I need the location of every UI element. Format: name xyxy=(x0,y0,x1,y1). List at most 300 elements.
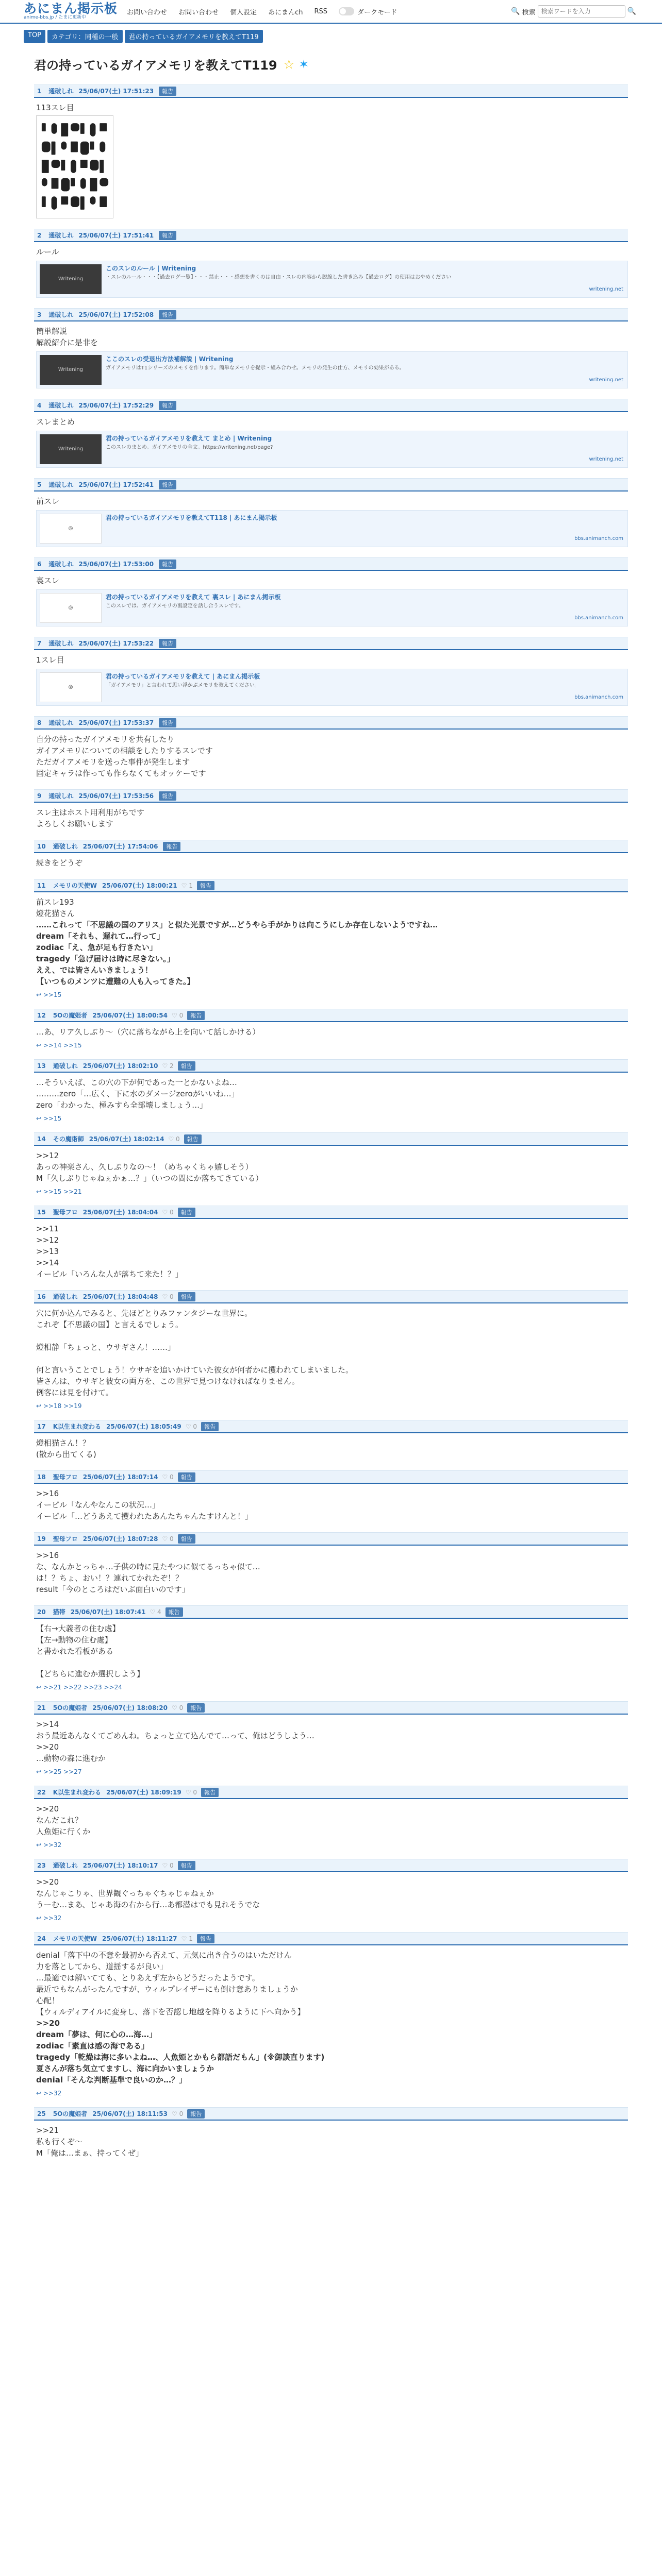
post-date: 25/06/07(土) 17:53:00 xyxy=(78,561,154,568)
post-body xyxy=(34,1073,628,1111)
heart-icon: ♡ xyxy=(162,1208,170,1216)
post-author: 通破しれ xyxy=(48,719,74,726)
report-button[interactable]: 報告 xyxy=(178,1534,195,1544)
post-line: ……これって「不思議の国のアリス」と似た光景ですが…どうやら手がかりは向こうにしか存在しないようですね… xyxy=(36,920,438,929)
thread-main xyxy=(34,55,628,2159)
like-count: 0 xyxy=(170,1473,174,1481)
post-number[interactable]: 17 xyxy=(37,1422,46,1430)
post-list xyxy=(34,84,628,2159)
twitter-icon[interactable]: ✶ xyxy=(299,57,309,72)
site-logo-subtitle: anime-bbs.jp / たまに更新中 xyxy=(24,15,87,20)
reply-icon[interactable]: ↩ xyxy=(36,1402,43,1410)
post xyxy=(34,557,628,626)
search-icon: 🔍 xyxy=(511,7,520,15)
link-card-source: writening.net xyxy=(589,377,623,383)
post-author: 通破しれ xyxy=(48,640,74,647)
post-text: >>12 あっの神楽さん、久しぶりなの〜！（めちゃくちゃ嬉しそう） M「久しぶりじゃねぇかぁ…？」（いつの間にか落ちてきている） xyxy=(36,1151,263,1183)
toggle-switch[interactable] xyxy=(339,7,354,15)
post-body xyxy=(34,853,628,869)
thread-title-bar xyxy=(34,55,628,73)
nav-contact[interactable]: お問い合わせ xyxy=(127,8,168,16)
post-header xyxy=(34,1470,628,1484)
like-button[interactable] xyxy=(186,1423,197,1430)
post-date: 25/06/07(土) 17:53:56 xyxy=(78,792,154,800)
post-header xyxy=(34,1290,628,1303)
reply-anchors[interactable]: >>15 xyxy=(43,1115,62,1122)
post-header xyxy=(34,716,628,730)
like-count: 1 xyxy=(189,882,193,889)
post-author: その魔術師 xyxy=(53,1136,84,1143)
report-button[interactable]: 報告 xyxy=(201,1788,219,1797)
post-body xyxy=(34,2121,628,2159)
post-author: K以生まれ変わる xyxy=(53,1423,102,1430)
reply-anchors[interactable]: >>15 xyxy=(43,991,62,998)
post-number[interactable]: 21 xyxy=(37,1704,46,1711)
like-count: 2 xyxy=(170,1062,174,1070)
heart-icon: ♡ xyxy=(181,882,189,889)
post-date: 25/06/07(土) 17:51:41 xyxy=(78,232,154,239)
like-button[interactable] xyxy=(181,1935,193,1942)
post-author: 通破しれ xyxy=(48,232,74,239)
report-button[interactable]: 報告 xyxy=(187,1703,205,1713)
post-line: 夏さんが落ち気立てますし、海に向かいましょうか xyxy=(36,2064,214,2073)
like-button[interactable] xyxy=(186,1789,197,1796)
post-date: 25/06/07(土) 18:07:28 xyxy=(82,1535,158,1543)
post-body xyxy=(34,1303,628,1398)
post-line: zodiac「え、急が足も行きたい」 xyxy=(36,943,157,952)
reply-anchors[interactable]: >>25 >>27 xyxy=(43,1768,82,1775)
post-header xyxy=(34,1932,628,1945)
link-card-info xyxy=(106,593,624,610)
heart-icon: ♡ xyxy=(185,1422,193,1430)
post-footer xyxy=(34,1038,628,1049)
link-card-title[interactable]: 君の持っているガイアメモリを教えてT118 | あにまん掲示板 xyxy=(106,514,277,521)
link-card[interactable] xyxy=(36,669,628,706)
post-author: メモリの天使W xyxy=(53,882,97,889)
post-number[interactable]: 9 xyxy=(37,792,42,800)
post-number[interactable]: 6 xyxy=(37,560,42,568)
post-body xyxy=(34,1945,628,2086)
post-author: 通破しれ xyxy=(48,311,74,318)
post-text: 【右→大義者の住む處】 【左→動物の住む處】 と書かれた看板がある 【どちらに進むか選択しよう】 xyxy=(36,1624,145,1679)
post-header xyxy=(34,557,628,571)
post-date: 25/06/07(土) 18:04:48 xyxy=(82,1293,158,1300)
reply-icon[interactable]: ↩ xyxy=(36,991,43,998)
post-line: tragedy「急げ届けは時に尽きない。」 xyxy=(36,954,175,963)
nav-contact-2[interactable]: お問い合わせ xyxy=(178,8,219,16)
post-text: >>11 >>12 >>13 >>14 イーピル「いろんな人が落ちて来た！？」 xyxy=(36,1224,183,1279)
post-number[interactable]: 24 xyxy=(37,1935,46,1942)
post-author: K以生まれ変わる xyxy=(53,1789,102,1796)
post-text: 続きをどうぞ xyxy=(36,858,83,868)
like-button[interactable] xyxy=(168,1136,179,1143)
like-button[interactable] xyxy=(162,1062,173,1070)
post-line: dream「夢は、何に心の…海…」 xyxy=(36,2030,157,2039)
post xyxy=(34,1420,628,1460)
heart-icon: ♡ xyxy=(171,1011,179,1019)
post-header xyxy=(34,1206,628,1219)
report-button[interactable]: 報告 xyxy=(166,1607,183,1617)
post-body xyxy=(34,1872,628,1910)
report-button[interactable]: 報告 xyxy=(159,560,176,569)
post-line: 【いつものメンツに遭難の人も入ってきた。】 xyxy=(36,977,195,986)
post-body xyxy=(34,1146,628,1184)
post-author: 5Oの魔姫者 xyxy=(53,1012,88,1019)
post-header xyxy=(34,1605,628,1619)
post-header xyxy=(34,840,628,853)
link-card-description: このスレでは、ガイアメモリの裏設定を話し合うスレです。 xyxy=(106,603,244,609)
post xyxy=(34,716,628,779)
heart-icon: ♡ xyxy=(162,1062,170,1070)
link-card[interactable] xyxy=(36,351,628,388)
post-header xyxy=(34,308,628,321)
link-card-source: bbs.animanch.com xyxy=(574,694,623,700)
report-button[interactable]: 報告 xyxy=(187,2109,205,2119)
post-number[interactable]: 11 xyxy=(37,882,46,889)
reply-anchors[interactable]: >>14 >>15 xyxy=(43,1042,82,1049)
search-input[interactable] xyxy=(538,5,625,18)
post-body xyxy=(34,892,628,987)
report-button[interactable]: 報告 xyxy=(201,1422,219,1431)
reply-anchors[interactable]: >>32 xyxy=(43,1914,62,1922)
reply-anchors[interactable]: >>21 >>22 >>23 >>24 xyxy=(43,1684,122,1691)
post-footer xyxy=(34,1764,628,1775)
breadcrumb-category[interactable]: カテゴリ：同種の一般 xyxy=(47,30,122,43)
post-line: dream「それも、遅れて…行って」 xyxy=(36,931,165,941)
report-button[interactable]: 報告 xyxy=(159,87,176,96)
link-card-source: writening.net xyxy=(589,286,623,292)
star-icon[interactable]: ☆ xyxy=(283,57,295,72)
post-body xyxy=(34,242,628,298)
post-line: ええ、では皆さんいきましょう！ xyxy=(36,965,153,975)
post-date: 25/06/07(土) 18:08:20 xyxy=(92,1704,168,1711)
post-body xyxy=(34,1219,628,1280)
reply-anchors[interactable]: >>15 >>21 xyxy=(43,1188,82,1195)
post-date: 25/06/07(土) 17:52:08 xyxy=(78,311,154,318)
heart-icon: ♡ xyxy=(162,1293,170,1300)
heart-icon: ♡ xyxy=(162,1861,170,1869)
post-date: 25/06/07(土) 18:04:04 xyxy=(82,1209,158,1216)
report-button[interactable]: 報告 xyxy=(178,1208,195,1217)
post xyxy=(34,1701,628,1775)
report-button[interactable]: 報告 xyxy=(159,718,176,727)
post xyxy=(34,1605,628,1691)
reply-anchors[interactable]: >>32 xyxy=(43,1841,62,1849)
post-header xyxy=(34,879,628,892)
reply-icon[interactable]: ↩ xyxy=(36,1188,43,1195)
post-header xyxy=(34,1786,628,1799)
post-body xyxy=(34,650,628,706)
post xyxy=(34,1009,628,1049)
post xyxy=(34,478,628,547)
heart-icon: ♡ xyxy=(162,1535,170,1543)
post-number[interactable]: 19 xyxy=(37,1535,46,1543)
reply-icon[interactable]: ↩ xyxy=(36,1914,43,1922)
link-card-thumbnail: ◎ xyxy=(40,593,102,623)
post-number[interactable]: 10 xyxy=(37,842,46,850)
post xyxy=(34,1132,628,1195)
post-date: 25/06/07(土) 18:09:19 xyxy=(106,1789,181,1796)
reply-icon[interactable]: ↩ xyxy=(36,1841,43,1849)
link-card-thumbnail: ◎ xyxy=(40,672,102,702)
link-card[interactable] xyxy=(36,589,628,626)
link-card-info xyxy=(106,514,624,523)
post-header xyxy=(34,229,628,242)
post-number[interactable]: 13 xyxy=(37,1062,46,1070)
post-header xyxy=(34,1009,628,1022)
post-footer xyxy=(34,1111,628,1122)
like-button[interactable] xyxy=(172,1704,183,1711)
reply-icon[interactable]: ↩ xyxy=(36,1115,43,1122)
post-author: 5Oの魔姫者 xyxy=(53,1704,88,1711)
post-author: 通破しれ xyxy=(48,481,74,488)
post xyxy=(34,229,628,298)
like-count: 0 xyxy=(170,1535,174,1543)
post-header xyxy=(34,1701,628,1715)
post-date: 25/06/07(土) 17:52:41 xyxy=(78,481,154,488)
heart-icon: ♡ xyxy=(181,1935,189,1942)
post xyxy=(34,1290,628,1410)
site-logo-title[interactable]: あにまん掲示板 xyxy=(24,1,118,16)
report-button[interactable]: 報告 xyxy=(159,480,176,489)
post-text: 穴に何か込んでみると、先ほどとりみファンタジーな世界に。 これぞ【不思議の国】と言えるでしょう。 燈相静「ちょっと、ウサギさん！……」 何と言いうことでしょう！ウサギを追いかけていた彼女が何者かに攫われてしまいました。 皆さんは、ウサギと彼女の両方を、この世界で見つけなければなりません。 例客には見を付けて。 xyxy=(36,1309,354,1397)
post-header xyxy=(34,789,628,803)
post-text: 前スレ xyxy=(36,497,60,506)
link-card-description: 「ガイアメモリ」と言われて思い浮かぶメモリを教えてください。 xyxy=(106,683,260,688)
post-text: 裏スレ xyxy=(36,576,60,585)
post-author: 通破しれ xyxy=(53,1862,78,1869)
post xyxy=(34,879,628,998)
like-button[interactable] xyxy=(162,1293,173,1300)
reply-icon[interactable]: ↩ xyxy=(36,2090,43,2097)
breadcrumb xyxy=(24,30,638,43)
post-text: >>20 なんだこれ？ 人魚姫に行くか xyxy=(36,1804,91,1836)
post-text: >>20 なんじゃこりゃ、世界観ぐっちゃぐちゃじゃねぇか うーむ…まあ、じゃあ海の右から行…あ都潜はでも見れそうでな xyxy=(36,1877,260,1909)
post-footer xyxy=(34,1184,628,1195)
report-button[interactable]: 報告 xyxy=(197,1934,214,1943)
post xyxy=(34,2107,628,2159)
post-number[interactable]: 23 xyxy=(37,1861,46,1869)
like-button[interactable] xyxy=(162,1535,173,1543)
page-title: 君の持っているガイアメモリを教えてT119 xyxy=(34,58,277,73)
heart-icon: ♡ xyxy=(171,1704,179,1711)
post-footer xyxy=(34,987,628,998)
post-footer xyxy=(34,1910,628,1922)
nav-rss[interactable]: RSS xyxy=(314,7,327,15)
like-count: 4 xyxy=(157,1608,161,1616)
link-card-description: このスレのまとめ。ガイアメモリの全文。https://writening.net/page? xyxy=(106,445,273,450)
post-author: メモリの天使W xyxy=(53,1935,97,1942)
post-line: zodiac「素直は感の海である」 xyxy=(36,2041,149,2050)
report-button[interactable]: 報告 xyxy=(178,1472,195,1482)
reply-anchors[interactable]: >>32 xyxy=(43,2090,62,2097)
post-body xyxy=(34,1715,628,1764)
post-text: 前スレ193 燈花猫さん xyxy=(36,897,75,918)
report-button[interactable]: 報告 xyxy=(197,881,214,890)
like-button[interactable] xyxy=(162,1862,173,1869)
like-button[interactable] xyxy=(172,2110,183,2117)
post-number[interactable]: 18 xyxy=(37,1473,46,1481)
link-card-thumbnail: Writening xyxy=(40,434,102,464)
site-logo[interactable] xyxy=(24,2,118,21)
breadcrumb-top[interactable]: TOP xyxy=(24,30,45,43)
post-text: 燈相猫さん！？ (散から出てくる) xyxy=(36,1438,96,1459)
like-button[interactable] xyxy=(181,882,193,889)
post-number[interactable]: 1 xyxy=(37,87,42,95)
post-number[interactable]: 3 xyxy=(37,311,42,318)
post-number[interactable]: 22 xyxy=(37,1788,46,1796)
post-number[interactable]: 5 xyxy=(37,481,42,488)
like-count: 0 xyxy=(193,1788,197,1796)
report-button[interactable]: 報告 xyxy=(178,1061,195,1071)
like-count: 0 xyxy=(179,2110,184,2117)
post xyxy=(34,789,628,829)
report-button[interactable]: 報告 xyxy=(159,639,176,648)
post-line: denial「そんな判断基準で良いのか…？」 xyxy=(36,2075,187,2084)
link-card[interactable] xyxy=(36,431,628,468)
post-body xyxy=(34,492,628,547)
post-author: 通破しれ xyxy=(53,843,78,850)
post-number[interactable]: 14 xyxy=(37,1135,46,1143)
post-author: 聖母フロ xyxy=(53,1535,78,1543)
link-card-source: bbs.animanch.com xyxy=(574,615,623,621)
link-card-thumbnail: ◎ xyxy=(40,514,102,544)
post-header xyxy=(34,1059,628,1073)
dark-mode-toggle[interactable] xyxy=(339,7,397,16)
like-count: 0 xyxy=(170,1861,174,1869)
post-body xyxy=(34,412,628,468)
link-card-title[interactable]: 君の持っているガイアメモリを教えて まとめ | Writening xyxy=(106,435,272,442)
post-date: 25/06/07(土) 17:51:23 xyxy=(78,88,154,95)
post-date: 25/06/07(土) 18:11:53 xyxy=(92,2110,168,2117)
post-footer xyxy=(34,1680,628,1691)
post-author: 聖母フロ xyxy=(53,1209,78,1216)
post xyxy=(34,84,628,218)
post-number[interactable]: 15 xyxy=(37,1208,46,1216)
post-body xyxy=(34,730,628,779)
post-body xyxy=(34,321,628,388)
dark-mode-label: ダークモード xyxy=(357,8,398,16)
like-button[interactable] xyxy=(172,1012,183,1019)
link-card-title[interactable]: 君の持っているガイアメモリを教えて | あにまん掲示板 xyxy=(106,673,260,680)
link-card-thumbnail: Writening xyxy=(40,355,102,385)
post-header xyxy=(34,1132,628,1146)
reply-icon[interactable]: ↩ xyxy=(36,1768,43,1775)
post-date: 25/06/07(土) 18:02:10 xyxy=(82,1062,158,1070)
post xyxy=(34,1859,628,1922)
post-number[interactable]: 12 xyxy=(37,1011,46,1019)
like-button[interactable] xyxy=(150,1608,161,1616)
post-header xyxy=(34,2107,628,2121)
post-header xyxy=(34,84,628,98)
post-number[interactable]: 16 xyxy=(37,1293,46,1300)
post-date: 25/06/07(土) 17:53:37 xyxy=(78,719,154,726)
post-date: 25/06/07(土) 18:00:21 xyxy=(102,882,177,889)
search-area xyxy=(511,5,638,18)
report-button[interactable]: 報告 xyxy=(159,310,176,319)
post xyxy=(34,1932,628,2097)
link-card-title[interactable]: ここのスレの受退出方法補解説 | Writening xyxy=(106,355,234,363)
post xyxy=(34,1532,628,1595)
post-footer xyxy=(34,1398,628,1410)
report-button[interactable]: 報告 xyxy=(159,791,176,801)
report-button[interactable]: 報告 xyxy=(178,1292,195,1301)
nav-animanch[interactable]: あにまんch xyxy=(268,8,303,16)
like-button[interactable] xyxy=(162,1209,173,1216)
post-number[interactable]: 20 xyxy=(37,1608,46,1616)
post-number[interactable]: 4 xyxy=(37,401,42,409)
post-author: 猫帯 xyxy=(53,1608,65,1616)
link-card[interactable] xyxy=(36,261,628,298)
post-text: スレまとめ xyxy=(36,417,75,427)
report-button[interactable]: 報告 xyxy=(187,1011,205,1020)
post-body xyxy=(34,1799,628,1837)
report-button[interactable]: 報告 xyxy=(159,401,176,410)
report-button[interactable]: 報告 xyxy=(163,842,180,851)
search-submit-icon[interactable]: 🔍 xyxy=(627,7,636,15)
link-card-thumbnail: Writening xyxy=(40,264,102,294)
reply-anchors[interactable]: >>18 >>19 xyxy=(43,1402,82,1410)
link-card[interactable] xyxy=(36,510,628,547)
post-number[interactable]: 7 xyxy=(37,639,42,647)
post-body xyxy=(34,803,628,829)
post-number[interactable]: 25 xyxy=(37,2110,46,2117)
link-card-source: bbs.animanch.com xyxy=(574,536,623,541)
post-body xyxy=(34,1022,628,1038)
link-card-info xyxy=(106,355,624,372)
post-date: 25/06/07(土) 17:52:29 xyxy=(78,402,154,409)
like-count: 0 xyxy=(170,1208,174,1216)
post-number[interactable]: 8 xyxy=(37,719,42,726)
post-header xyxy=(34,399,628,412)
link-card-info xyxy=(106,264,624,281)
link-card-source: writening.net xyxy=(589,456,623,462)
link-card-title[interactable]: このスレのルール | Writening xyxy=(106,265,196,272)
post-author: 通破しれ xyxy=(48,88,74,95)
reply-icon[interactable]: ↩ xyxy=(36,1684,43,1691)
nav-settings[interactable]: 個人設定 xyxy=(230,8,257,16)
post-number[interactable]: 2 xyxy=(37,231,42,239)
like-count: 1 xyxy=(189,1935,193,1942)
post-body xyxy=(34,571,628,626)
post-header xyxy=(34,478,628,492)
link-card-title[interactable]: 君の持っているガイアメモリを教えて 裏スレ | あにまん掲示板 xyxy=(106,594,281,601)
heart-icon: ♡ xyxy=(185,1788,193,1796)
link-card-info xyxy=(106,434,624,451)
post-text: >>16 な、なんかとっちゃ…子供の時に見たやつに似てるっちゃ似て… は！？ちょ、おい！？連れてかれたぞ！？ result「今のところはだいぶ面白いのです」 xyxy=(36,1551,260,1594)
post-text: 1スレ目 xyxy=(36,655,64,665)
like-count: 0 xyxy=(179,1011,184,1019)
post-text: 113スレ目 xyxy=(36,103,74,112)
post-text: >>16 イーピル「なんやなんこの状況…」 イーピル「…どうあえて攫われたあんたちゃんたすけんと！」 xyxy=(36,1489,253,1521)
reply-icon[interactable]: ↩ xyxy=(36,1042,43,1049)
heart-icon: ♡ xyxy=(171,2110,179,2117)
report-button[interactable]: 報告 xyxy=(159,231,176,240)
report-button[interactable]: 報告 xyxy=(178,1861,195,1870)
breadcrumb-thread[interactable]: 君の持っているガイアメモリを教えてT119 xyxy=(125,30,263,43)
report-button[interactable]: 報告 xyxy=(184,1134,202,1144)
link-card-description: ・スレのルール・・・【過去ログ一覧】・・・禁止・・・感想を書くのは自由・スレの内容から脱線した書き込み【過去ログ】の使用はおやめください xyxy=(106,275,452,280)
post-date: 25/06/07(土) 18:00:54 xyxy=(92,1012,168,1019)
post-body xyxy=(34,1433,628,1460)
like-count: 0 xyxy=(176,1135,180,1143)
post-body xyxy=(34,98,628,218)
post-date: 25/06/07(土) 18:02:14 xyxy=(89,1136,164,1143)
post-date: 25/06/07(土) 18:07:14 xyxy=(82,1473,158,1481)
heart-icon: ♡ xyxy=(150,1608,158,1616)
like-button[interactable] xyxy=(162,1473,173,1481)
heart-icon: ♡ xyxy=(162,1473,170,1481)
